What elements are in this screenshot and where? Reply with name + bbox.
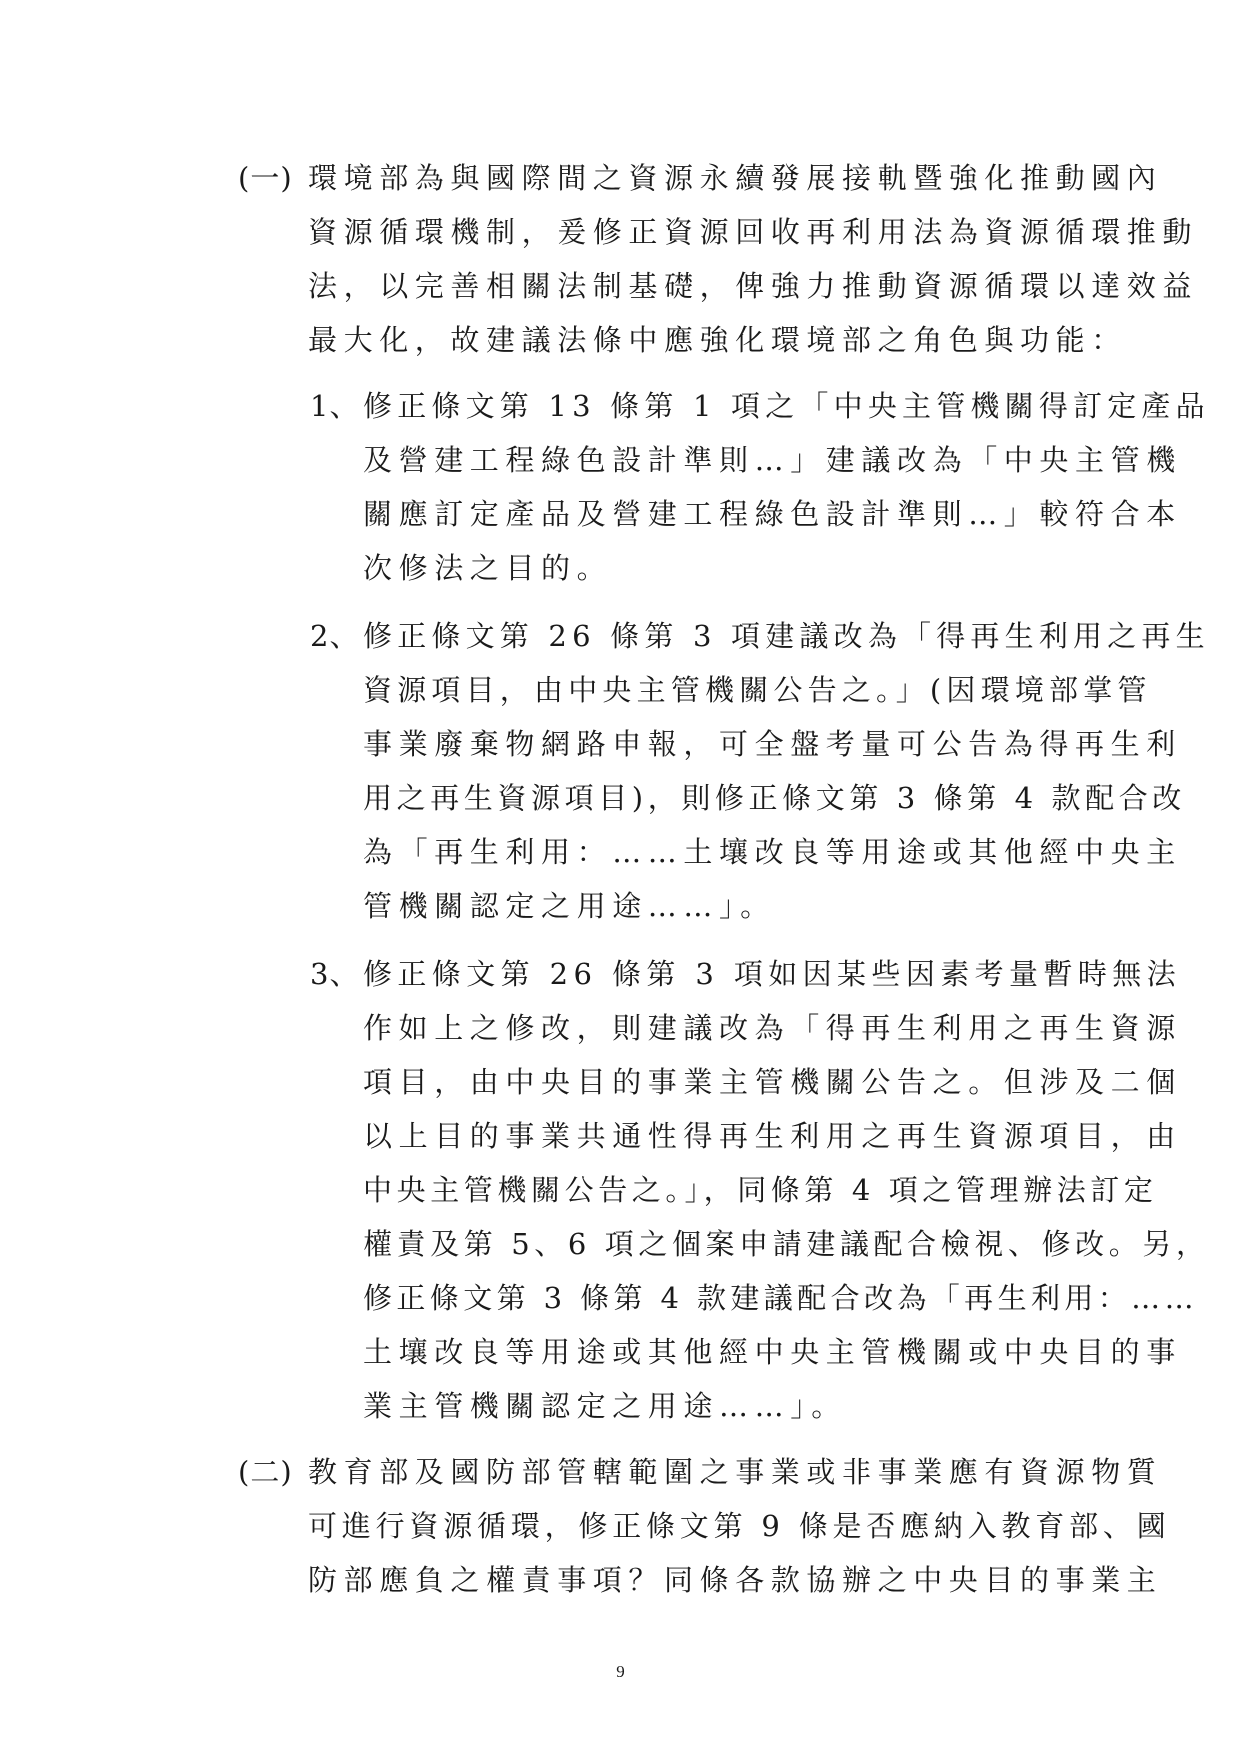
section-text-line: 可進行資源循環，修正條文第 9 條是否應納入教育部、國 — [308, 1509, 1171, 1543]
item-marker: 2、 — [310, 619, 360, 653]
section-text-line: 最大化，故建議法條中應強化環境部之角色與功能： — [308, 323, 1127, 357]
item-text-line: 修正條文第 26 條第 3 項建議改為「得再生利用之再生 — [363, 619, 1210, 653]
item-text-line: 以上目的事業共通性得再生利用之再生資源項目，由 — [363, 1119, 1182, 1153]
item-text-line: 項目，由中央目的事業主管機關公告之。但涉及二個 — [363, 1065, 1182, 1099]
item-text-line: 資源項目，由中央主管機關公告之。」(因環境部掌管 — [363, 673, 1152, 707]
item-text-line: 為「再生利用：……土壤改良等用途或其他經中央主 — [363, 835, 1182, 869]
section-text-line: 資源循環機制，爰修正資源回收再利用法為資源循環推動 — [308, 215, 1199, 249]
item-marker: 3、 — [310, 957, 360, 991]
section-marker: (一) — [238, 161, 293, 195]
item-text-line: 事業廢棄物網路申報，可全盤考量可公告為得再生利 — [363, 727, 1182, 761]
item-text-line: 用之再生資源項目)，則修正條文第 3 條第 4 款配合改 — [363, 781, 1186, 815]
item-text-line: 關應訂定產品及營建工程綠色設計準則…」較符合本 — [363, 497, 1182, 531]
section-text-line: 環境部為與國際間之資源永續發展接軌暨強化推動國內 — [308, 161, 1163, 195]
item-text-line: 次修法之目的。 — [363, 551, 613, 585]
item-text-line: 中央主管機關公告之。」，同條第 4 項之管理辦法訂定 — [363, 1173, 1158, 1207]
section-text-line: 教育部及國防部管轄範圍之事業或非事業應有資源物質 — [308, 1455, 1163, 1489]
section-text-line: 防部應負之權責事項？同條各款協辦之中央目的事業主 — [308, 1563, 1163, 1597]
item-text-line: 管機關認定之用途……」。 — [363, 889, 776, 923]
item-text-line: 修正條文第 13 條第 1 項之「中央主管機關得訂定產品 — [363, 389, 1210, 423]
item-text-line: 修正條文第 26 條第 3 項如因某些因素考量暫時無法 — [363, 957, 1182, 991]
item-text-line: 及營建工程綠色設計準則…」建議改為「中央主管機 — [363, 443, 1182, 477]
item-text-line: 作如上之修改，則建議改為「得再生利用之再生資源 — [363, 1011, 1182, 1045]
item-text-line: 權責及第 5、6 項之個案申請建議配合檢視、修改。另， — [363, 1227, 1210, 1261]
item-text-line: 土壤改良等用途或其他經中央主管機關或中央目的事 — [363, 1335, 1182, 1369]
section-marker: (二) — [238, 1455, 293, 1489]
item-text-line: 業主管機關認定之用途……」。 — [363, 1389, 847, 1423]
item-marker: 1、 — [310, 389, 360, 423]
section-text-line: 法，以完善相關法制基礎，俾強力推動資源循環以達效益 — [308, 269, 1199, 303]
item-text-line: 修正條文第 3 條第 4 款建議配合改為「再生利用：…… — [363, 1281, 1198, 1315]
page-number: 9 — [616, 1662, 625, 1681]
